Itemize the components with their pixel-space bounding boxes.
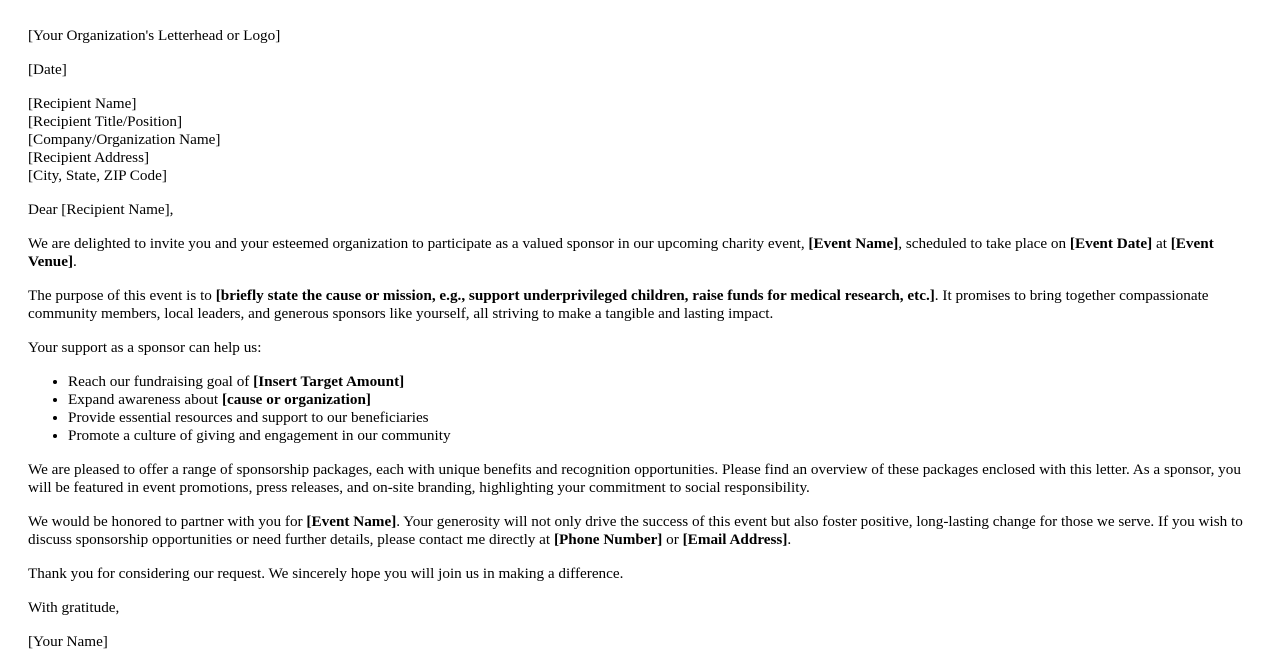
list-item-text: Expand awareness about — [68, 391, 222, 408]
recipient-title: [Recipient Title/Position] — [28, 113, 182, 130]
paragraph-partner — [28, 513, 1250, 549]
paragraph-text: or — [662, 531, 683, 548]
paragraph-purpose — [28, 287, 1250, 323]
event-name-placeholder: [Event Name] — [306, 513, 397, 530]
cause-organization-placeholder: [cause or organization] — [221, 391, 371, 408]
paragraph-text: . It promises to bring together compassionate community members, local leaders, and generous sponsors like yourself, all striving to make a tangible and lasting impact. — [28, 287, 1209, 322]
event-name-placeholder: [Event Name] — [808, 235, 899, 252]
list-item: • Promote a culture of giving and engagement in our community — [68, 427, 1250, 445]
list-item — [68, 373, 1250, 391]
paragraph-text: at — [1152, 235, 1171, 252]
paragraph-text: . — [73, 253, 77, 270]
recipient-city: [City, State, ZIP Code] — [28, 167, 167, 184]
closing: With gratitude, — [28, 599, 120, 616]
paragraph-text: . Your generosity will not only drive the success of this event but also foster positive, long-lasting change for those we serve. If you wish to discuss sponsorship opportunities or need further details, please contact me directly at — [28, 513, 1243, 548]
paragraph-text: . — [787, 531, 792, 548]
event-date-placeholder: [Event Date] — [1069, 235, 1153, 252]
support-list — [28, 373, 1250, 445]
email-address-placeholder: [Email Address] — [682, 531, 788, 548]
letterhead: [Your Organization's Letterhead or Logo] — [28, 27, 281, 44]
recipient-address: [Recipient Address] — [28, 149, 150, 166]
phone-number-placeholder: [Phone Number] — [553, 531, 663, 548]
target-amount-placeholder: [Insert Target Amount] — [253, 373, 405, 390]
recipient-company: [Company/Organization Name] — [28, 131, 221, 148]
paragraph-packages: We are pleased to offer a range of sponsorship packages, each with unique benefits and recognition opportunities. Please find an overview of these packages enclosed with this letter. As a sponsor, you will be featured in event promotions, press releases, and on-site branding, highlighting your commitment to social responsibility. — [28, 461, 1241, 496]
list-item: • Provide essential resources and support to our beneficiaries — [68, 409, 1250, 427]
paragraph-invitation — [28, 235, 1250, 271]
paragraph-text: We are delighted to invite you and your esteemed organization to participate as a valued sponsor in our upcoming charity event, — [28, 235, 809, 252]
signature-name: [Your Name] — [28, 633, 108, 650]
recipient-name: [Recipient Name] — [28, 95, 137, 112]
paragraph-support-intro: Your support as a sponsor can help us: — [28, 339, 262, 356]
cause-placeholder: [briefly state the cause or mission, e.g., support underprivileged children, raise funds for medical research, etc.] — [215, 287, 935, 304]
paragraph-text: We would be honored to partner with you for — [28, 513, 307, 530]
paragraph-text: The purpose of this event is to — [28, 287, 216, 304]
letter-date: [Date] — [28, 61, 67, 78]
list-item-text: Reach our fundraising goal of — [68, 373, 254, 390]
event-venue-placeholder: [Event Venue] — [28, 235, 1214, 270]
paragraph-thanks: Thank you for considering our request. We sincerely hope you will join us in making a difference. — [28, 565, 624, 582]
paragraph-text: , scheduled to take place on — [898, 235, 1070, 252]
recipient-block — [28, 95, 1250, 185]
list-item — [68, 391, 1250, 409]
salutation: Dear [Recipient Name], — [28, 201, 174, 218]
